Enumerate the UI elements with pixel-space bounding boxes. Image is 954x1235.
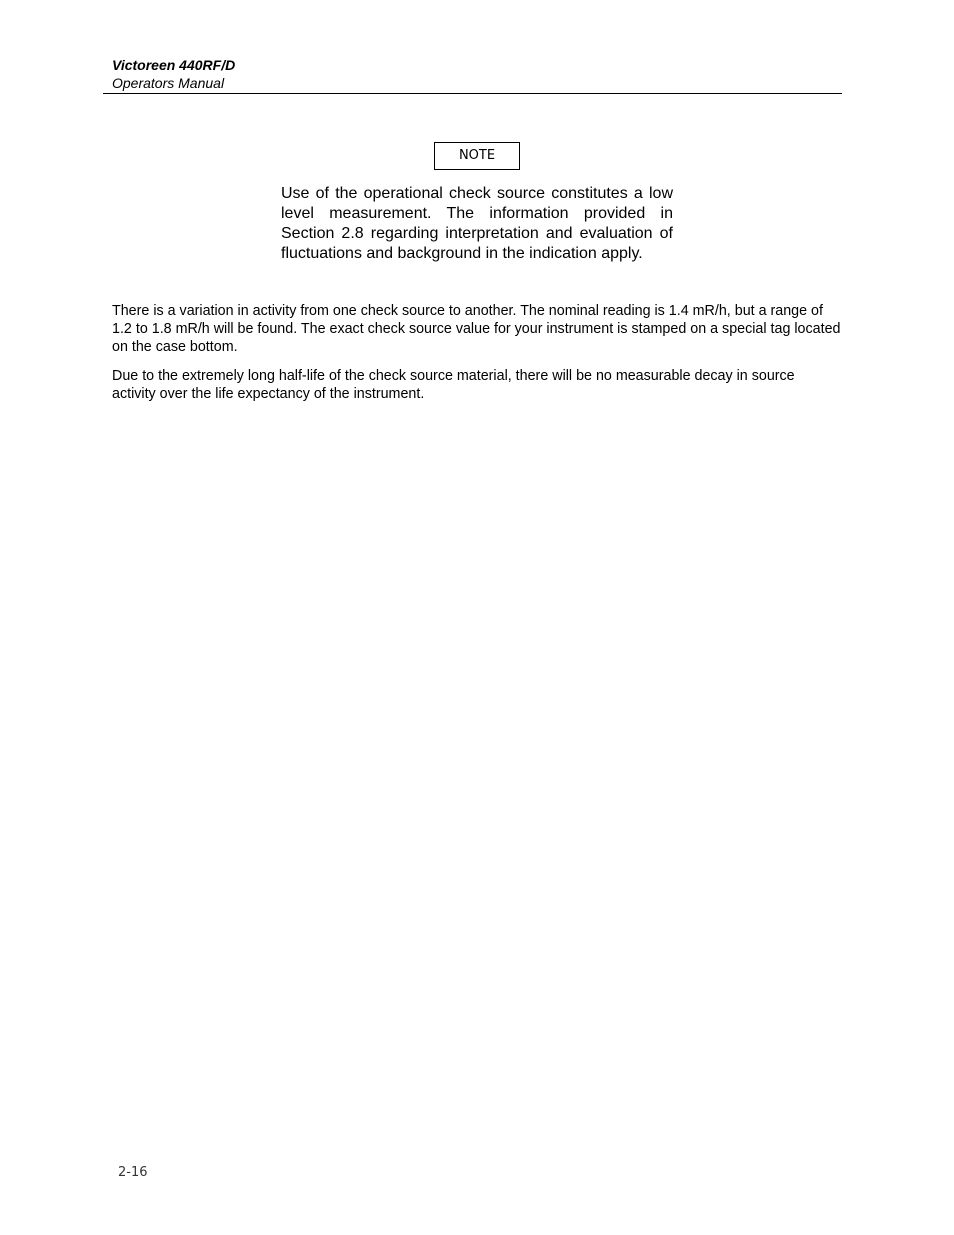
page-number: 2-16 [118,1165,148,1180]
body-paragraph-variation: There is a variation in activity from one check source to another. The nominal reading is 1.4 mR/h, but a range of 1.2 to 1.8 mR/h will be found. The exact check source value for your instrument is stamped on a special tag located on the case bottom. [112,303,841,355]
document-subtitle: Operators Manual [112,75,225,91]
document-title: Victoreen 440RF/D [112,57,236,73]
note-label: NOTE [434,142,520,170]
page-header [103,56,842,94]
body-paragraph-decay: Due to the extremely long half-life of the check source material, there will be no measurable decay in source activity over the life expectancy of the instrument. [112,368,795,402]
note-text: Use of the operational check source constitutes a low level measurement. The information provided in Section 2.8 regarding interpretation and evaluation of fluctuations and background in the indication apply. [281,185,673,262]
